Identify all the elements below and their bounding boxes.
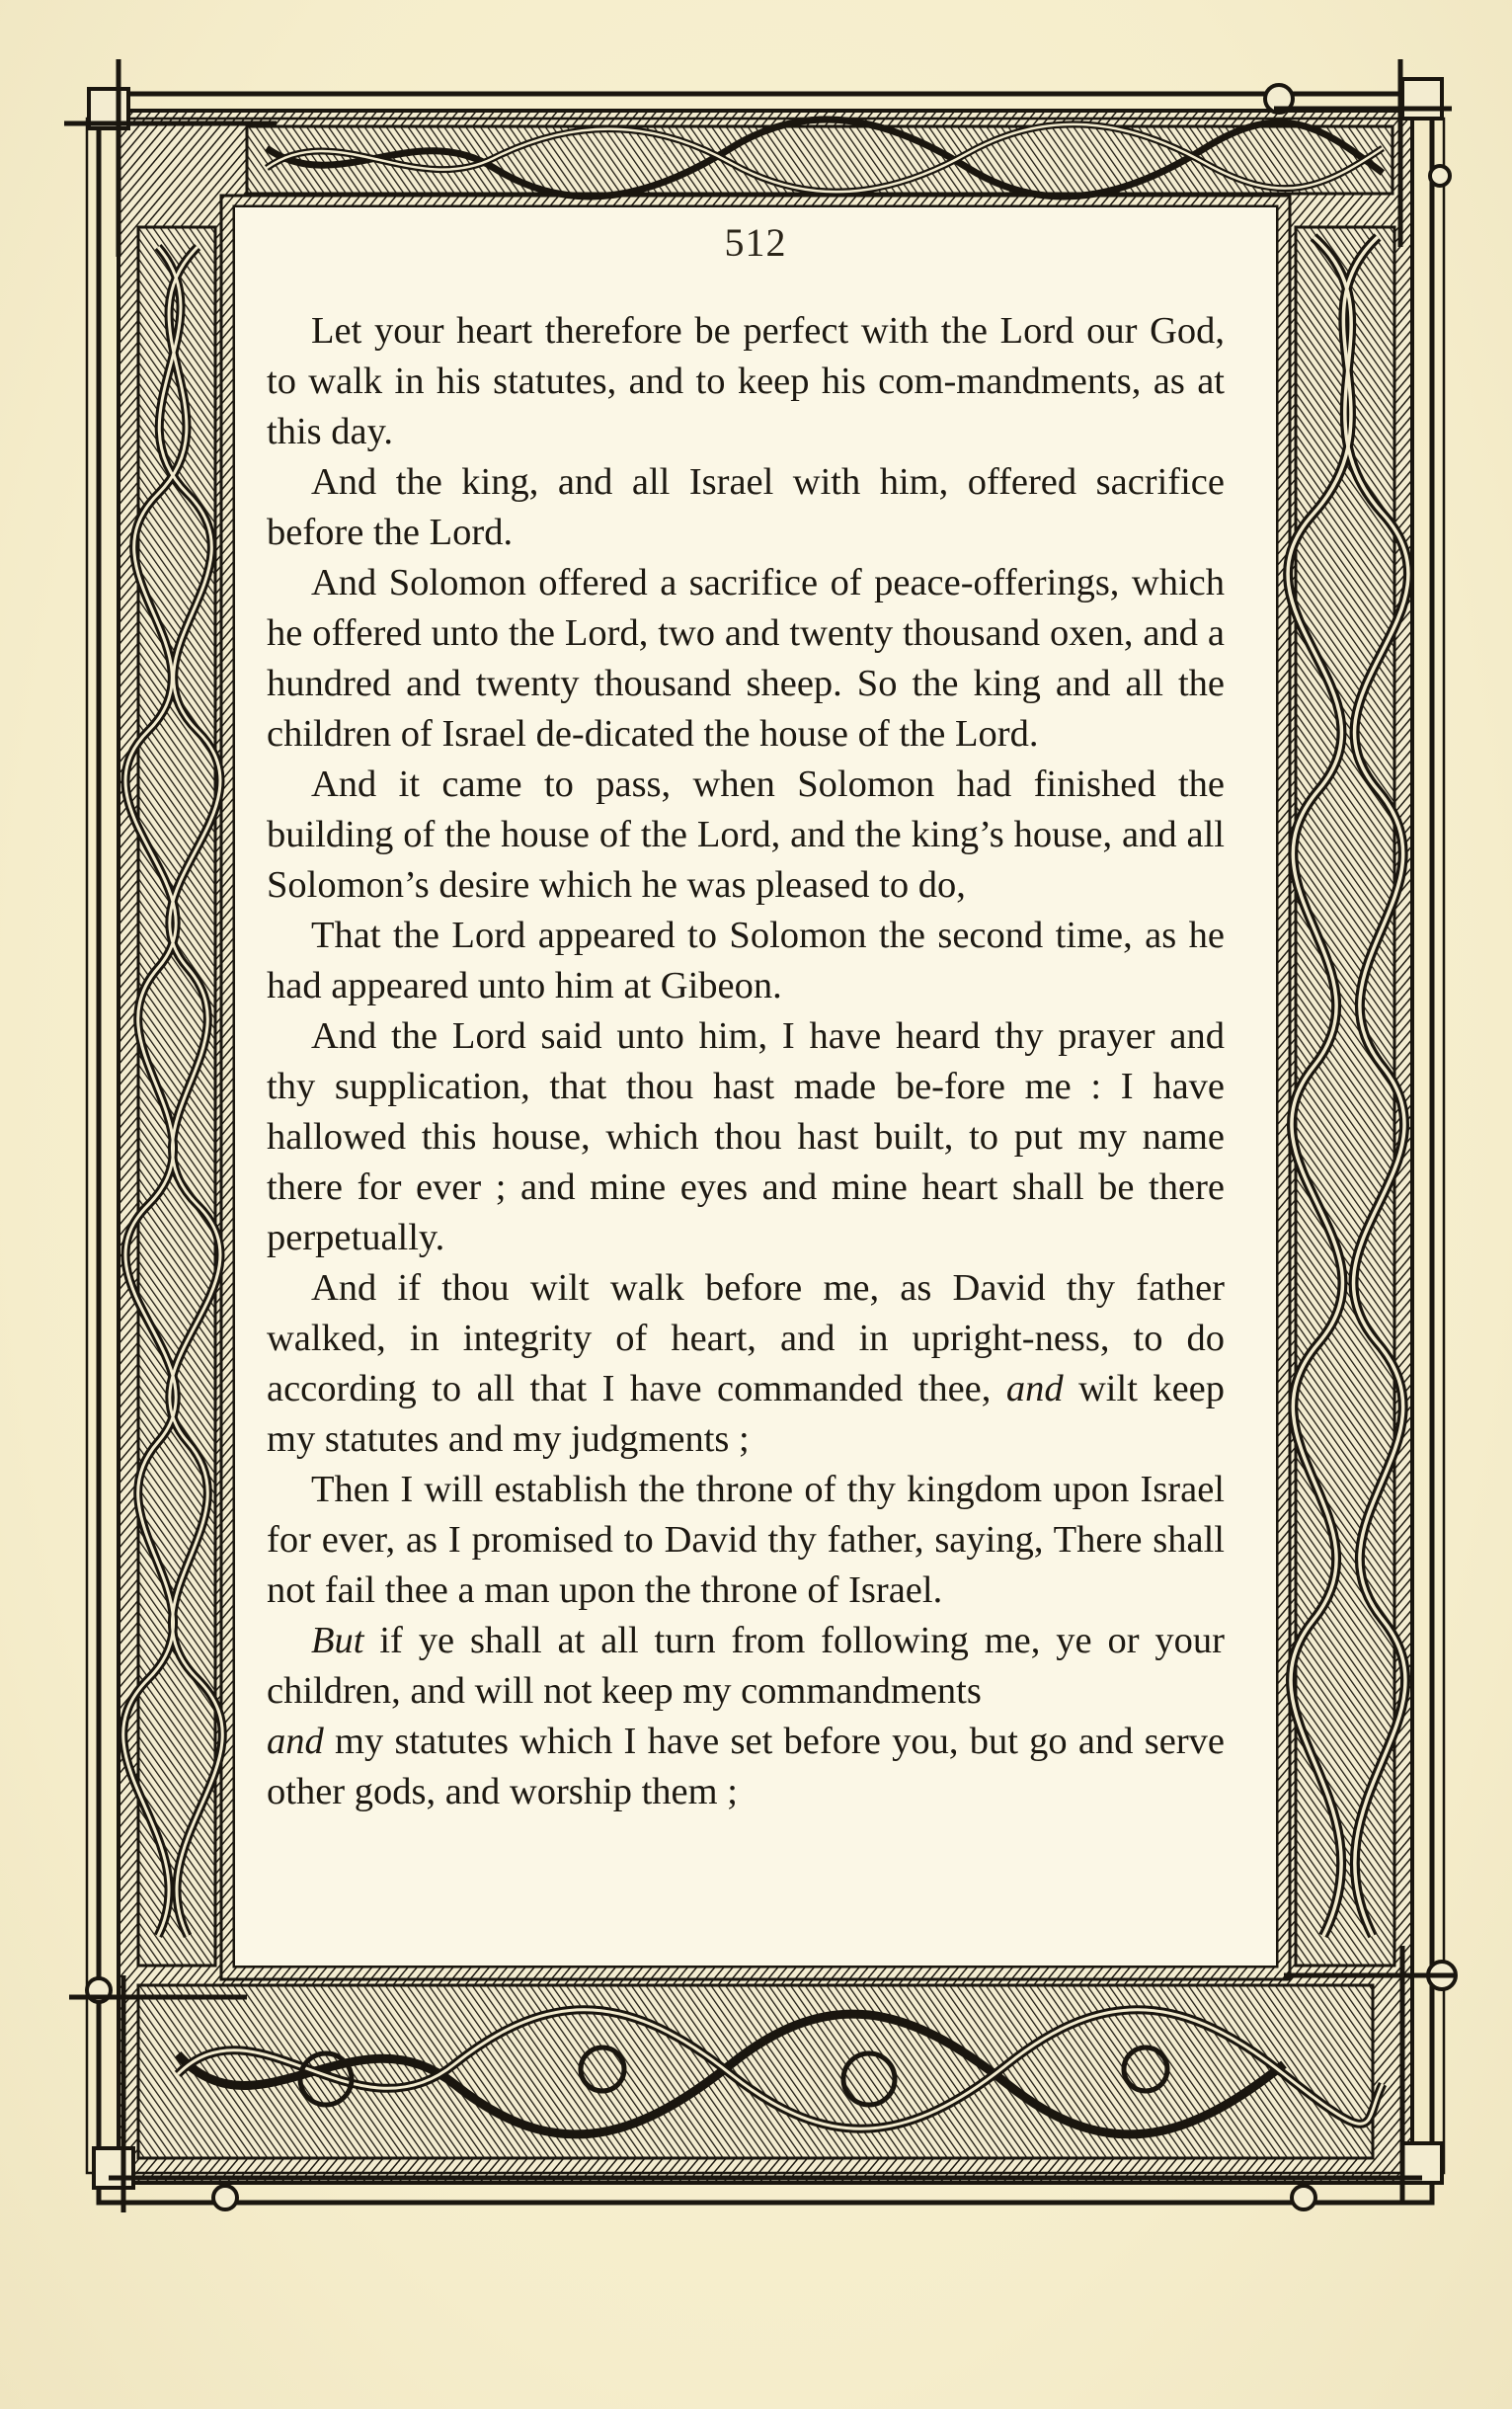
verse-paragraph: But if ye shall at all turn from following me, ye or your children, and will not keep my commandments	[267, 1620, 1225, 1712]
verse-paragraph: That the Lord appeared to Solomon the second time, as he had appeared unto him at Gibeon.	[267, 915, 1225, 1006]
verse-paragraph: And it came to pass, when Solomon had finished the building of the house of the Lord, and the king’s house, and all Solomon’s desire which he was pleased to do,	[267, 763, 1225, 906]
verse-paragraph: And Solomon offered a sacrifice of peace-offerings, which he offered unto the Lord, two and twenty thousand oxen, and a hundred and twenty thousand sheep. So the king and all the children of Israel de-dicated the house of the Lord.	[267, 562, 1225, 755]
verse-paragraph: And the Lord said unto him, I have heard thy prayer and thy supplication, that thou hast made be-fore me : I have hallowed this house, which thou hast built, to put my name there for ever ; and mine eyes and mine heart shall be there perpetually.	[267, 1015, 1225, 1258]
verse-paragraph: And the king, and all Israel with him, offered sacrifice before the Lord.	[267, 461, 1225, 553]
verse-paragraph: Then I will establish the throne of thy kingdom upon Israel for ever, as I promised to David thy father, saying, There shall not fail thee a man upon the throne of Israel.	[267, 1469, 1225, 1611]
verse-paragraph: And if thou wilt walk before me, as David thy father walked, in integrity of heart, and in upright-ness, to do according to all that I have commanded thee, and wilt keep my statutes and my judgments ;	[267, 1267, 1225, 1460]
verse-paragraph: and my statutes which I have set before you, but go and serve other gods, and worship them ;	[267, 1721, 1225, 1812]
text-panel	[235, 207, 1276, 1966]
scripture-text	[267, 306, 1225, 1817]
verse-paragraph: Let your heart therefore be perfect with the Lord our God, to walk in his statutes, and to keep his com-mandments, as at this day.	[267, 310, 1225, 452]
page-number: 512	[724, 220, 787, 265]
